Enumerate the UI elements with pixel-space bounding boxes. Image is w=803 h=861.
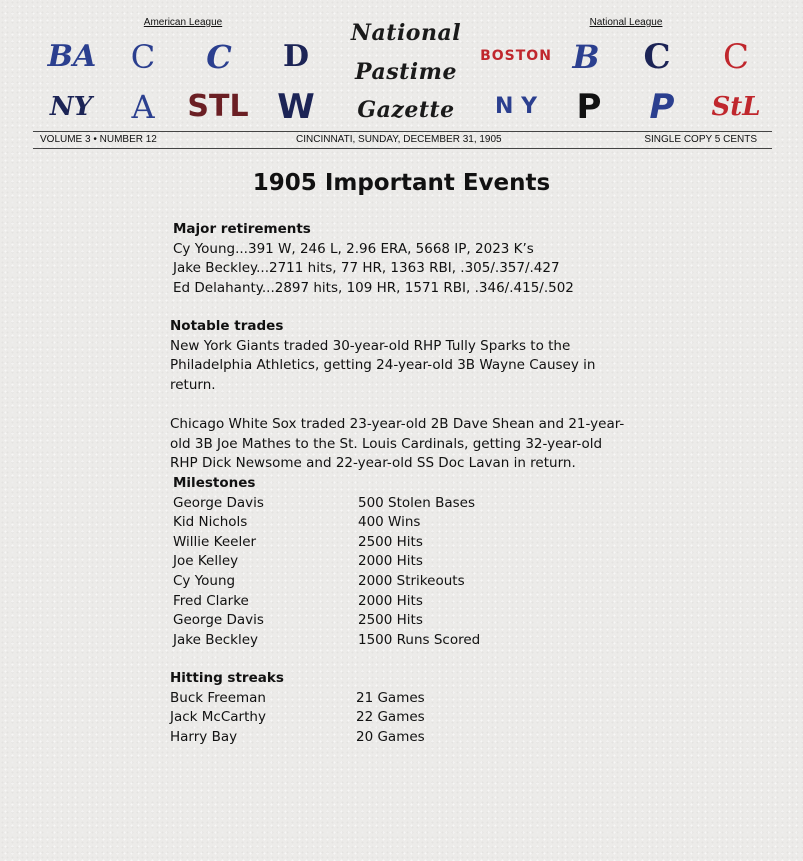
streak-player: Harry Bay bbox=[170, 728, 238, 745]
gazette-title-line-3: Gazette bbox=[357, 97, 455, 123]
trade-paragraph: Chicago White Sox traded 23-year-old 2B Dave Shean and 21-year-old 3B Joe Mathes to the St. Louis Cardinals, getting 32-year-old RHP Dick Newsome and 22-year-old SS Doc Lavan in return. bbox=[170, 415, 625, 472]
new-york-highlanders-logo-icon[interactable]: NY bbox=[49, 92, 93, 122]
milestone-row bbox=[173, 552, 533, 572]
milestone-player: Fred Clarke bbox=[173, 592, 249, 609]
retirements-heading: Major retirements bbox=[173, 221, 311, 237]
milestone-player: George Davis bbox=[173, 612, 264, 629]
milestone-player: Kid Nichols bbox=[173, 514, 248, 531]
chicago-white-sox-logo-icon[interactable]: C bbox=[130, 38, 156, 76]
milestone-row bbox=[173, 513, 533, 533]
milestone-player: Willie Keeler bbox=[173, 533, 257, 550]
milestone-feat: 1500 Runs Scored bbox=[358, 631, 481, 648]
milestone-feat: 500 Stolen Bases bbox=[358, 494, 475, 511]
streak-player: Jack McCarthy bbox=[170, 709, 266, 726]
milestone-player: George Davis bbox=[173, 494, 264, 511]
milestone-row bbox=[173, 533, 533, 553]
retirements-section bbox=[173, 220, 574, 298]
streak-row bbox=[170, 728, 470, 748]
national-league-label[interactable]: National League bbox=[589, 17, 663, 28]
dateline: CINCINNATI, SUNDAY, DECEMBER 31, 1905 bbox=[296, 134, 502, 145]
trades-section bbox=[170, 317, 630, 474]
page-title: 1905 Important Events bbox=[252, 170, 551, 196]
detroit-logo-icon[interactable]: D bbox=[282, 39, 310, 74]
streak-row bbox=[170, 708, 470, 728]
milestone-feat: 2000 Hits bbox=[358, 553, 423, 570]
milestone-player: Jake Beckley bbox=[173, 631, 259, 648]
st-louis-browns-logo-icon[interactable]: STL bbox=[187, 89, 249, 124]
american-league-label[interactable]: American League bbox=[143, 17, 223, 28]
milestone-feat: 2500 Hits bbox=[358, 612, 423, 629]
volume-number: VOLUME 3 • NUMBER 12 bbox=[40, 134, 157, 145]
streaks-section bbox=[170, 669, 470, 747]
brooklyn-logo-icon[interactable]: B bbox=[572, 38, 600, 76]
milestones-section bbox=[173, 474, 533, 650]
milestone-row bbox=[173, 494, 533, 514]
milestone-feat: 2000 Strikeouts bbox=[358, 572, 465, 589]
new-york-giants-logo-icon[interactable]: N Y bbox=[494, 94, 538, 119]
retirement-line: Ed Delahanty...2897 hits, 109 HR, 1571 RBI, .346/.415/.502 bbox=[173, 279, 574, 296]
milestone-feat: 2000 Hits bbox=[358, 592, 423, 609]
milestone-feat: 400 Wins bbox=[358, 514, 421, 531]
gazette-title-line-2: Pastime bbox=[355, 59, 457, 85]
price: SINGLE COPY 5 CENTS bbox=[644, 134, 757, 145]
milestone-player: Cy Young bbox=[173, 572, 236, 589]
pittsburgh-logo-icon[interactable]: P bbox=[576, 87, 602, 127]
streaks-heading: Hitting streaks bbox=[170, 670, 284, 686]
milestone-row bbox=[173, 572, 533, 592]
gazette-title-line-1: National bbox=[350, 20, 462, 46]
milestone-feat: 2500 Hits bbox=[358, 533, 423, 550]
chicago-cubs-logo-icon[interactable]: C bbox=[643, 37, 671, 77]
trades-heading: Notable trades bbox=[170, 318, 284, 334]
streak-row bbox=[170, 689, 470, 709]
milestones-heading: Milestones bbox=[173, 475, 256, 491]
streak-games: 20 Games bbox=[356, 728, 425, 745]
philadelphia-phillies-logo-icon[interactable]: P bbox=[649, 87, 675, 127]
masthead-info-bar bbox=[33, 131, 772, 149]
cincinnati-reds-logo-icon[interactable]: C bbox=[722, 37, 750, 77]
milestone-row bbox=[173, 611, 533, 631]
milestone-row bbox=[173, 631, 533, 651]
milestone-row bbox=[173, 592, 533, 612]
boston-beaneaters-logo-icon[interactable]: BOSTON bbox=[480, 48, 552, 64]
milestone-player: Joe Kelley bbox=[173, 553, 239, 570]
washington-logo-icon[interactable]: W bbox=[277, 87, 315, 127]
streak-games: 22 Games bbox=[356, 709, 425, 726]
streak-player: Buck Freeman bbox=[170, 689, 266, 706]
philadelphia-athletics-logo-icon[interactable]: A bbox=[131, 88, 155, 126]
retirement-line: Jake Beckley...2711 hits, 77 HR, 1363 RBI, .305/.357/.427 bbox=[173, 260, 560, 277]
cleveland-logo-icon[interactable]: C bbox=[206, 38, 232, 76]
streak-games: 21 Games bbox=[356, 689, 425, 706]
boston-americans-logo-icon[interactable]: BA bbox=[47, 39, 97, 74]
retirement-line: Cy Young...391 W, 246 L, 2.96 ERA, 5668 IP, 2023 K’s bbox=[173, 240, 534, 257]
trade-paragraph: New York Giants traded 30-year-old RHP Tully Sparks to the Philadelphia Athletics, getting 24-year-old 3B Wayne Causey in return. bbox=[170, 337, 596, 393]
st-louis-cardinals-logo-icon[interactable]: StL bbox=[711, 92, 761, 122]
